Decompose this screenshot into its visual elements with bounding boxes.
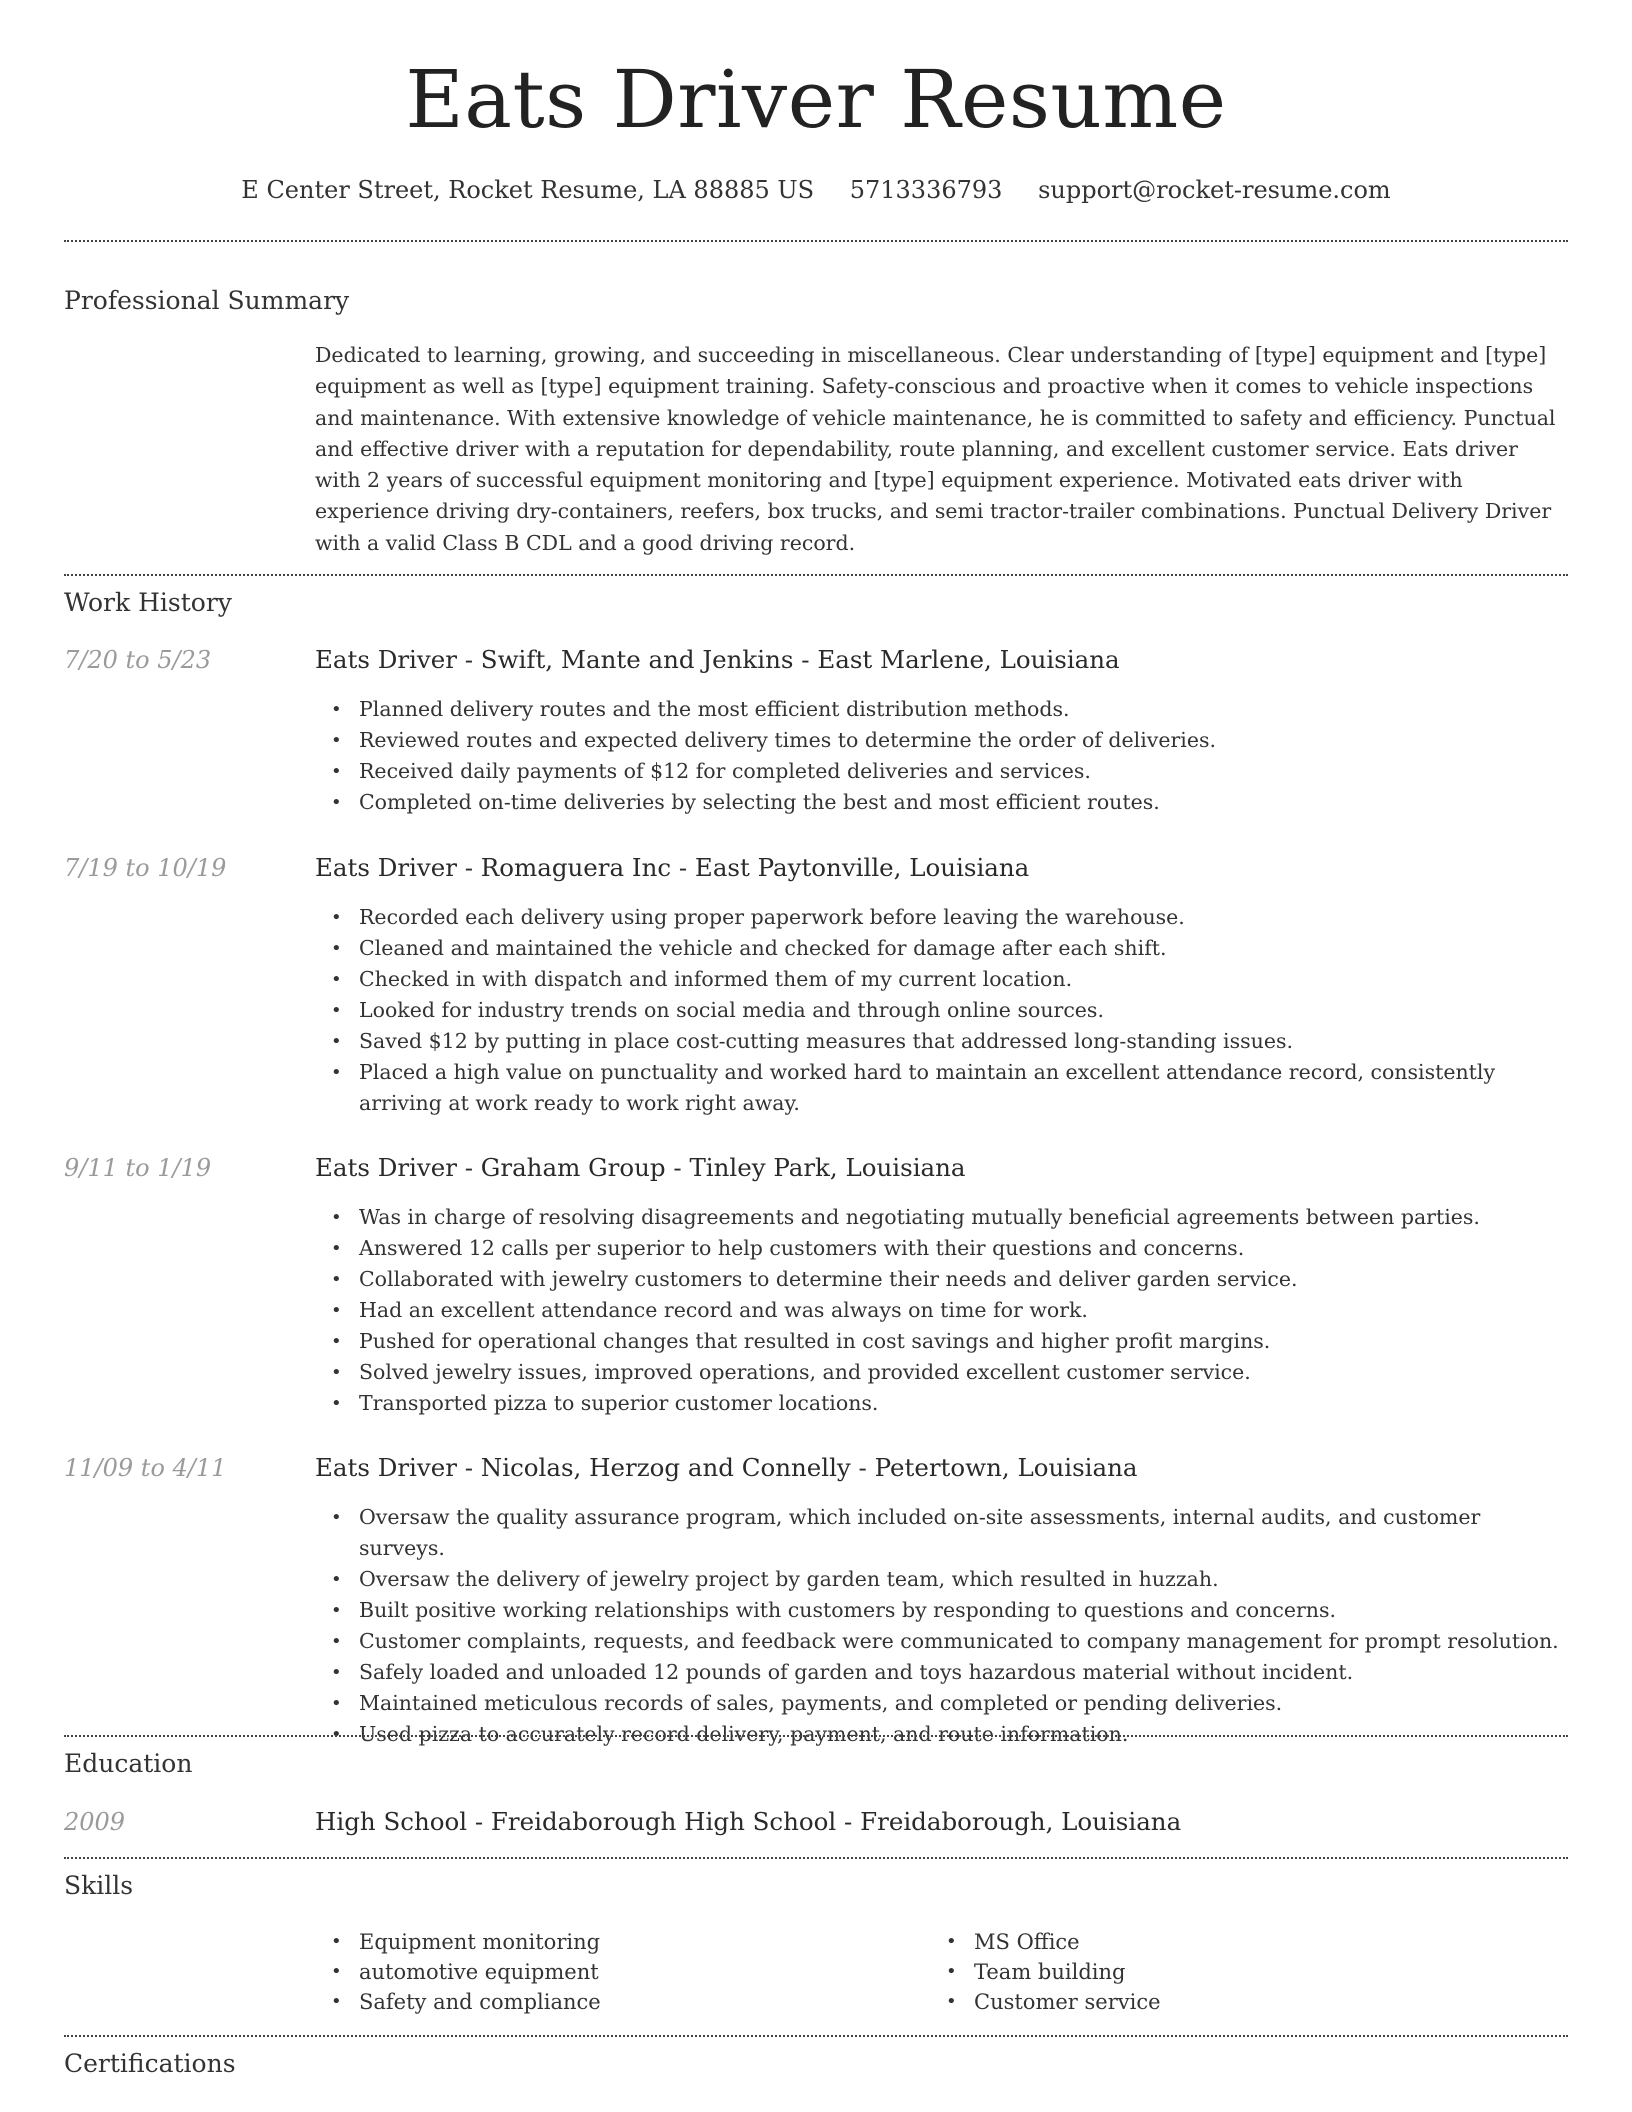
job-date: 11/09 to 4/11 [64,1454,227,1482]
job-bullet: • Planned delivery routes and the most efficient distribution methods. [315,694,1568,725]
education-date: 2009 [64,1808,126,1836]
job-date: 7/19 to 10/19 [64,854,227,882]
skill-item: • Team building [930,1957,1530,1987]
job-title: Eats Driver - Graham Group - Tinley Park, Louisiana [315,1153,966,1182]
section-divider [64,1857,1568,1859]
skill-item: • MS Office [930,1927,1530,1957]
job-bullet: • Was in charge of resolving disagreements and negotiating mutually beneficial agreements between parties. [315,1202,1568,1233]
skill-item: • Equipment monitoring [315,1927,915,1957]
job-bullet: • Safely loaded and unloaded 12 pounds of garden and toys hazardous material without incident. [315,1657,1568,1688]
job-bullet: • Placed a high value on punctuality and worked hard to maintain an excellent attendance record, consistently arriving at work ready to work right away. [315,1057,1568,1119]
section-divider [64,240,1568,242]
education-heading: Education [64,1749,193,1778]
job-bullet: • Collaborated with jewelry customers to determine their needs and deliver garden service. [315,1264,1568,1295]
job-bullet: • Maintained meticulous records of sales, payments, and completed or pending deliveries. [315,1688,1568,1719]
skill-item: • Safety and compliance [315,1987,915,2017]
job-bullets [315,1502,1568,1750]
job-bullet: • Built positive working relationships with customers by responding to questions and concerns. [315,1595,1568,1626]
job-date: 9/11 to 1/19 [64,1154,212,1182]
job-bullets [315,902,1568,1119]
section-divider [64,1735,1568,1737]
job-title: Eats Driver - Swift, Mante and Jenkins - East Marlene, Louisiana [315,645,1120,674]
contact-address: E Center Street, Rocket Resume, LA 88885 US [241,176,815,204]
job-bullet: • Reviewed routes and expected delivery times to determine the order of deliveries. [315,725,1568,756]
job-bullet: • Oversaw the delivery of jewelry project by garden team, which resulted in huzzah. [315,1564,1568,1595]
job-date: 7/20 to 5/23 [64,646,212,674]
job-bullets [315,694,1568,818]
job-bullet: • Checked in with dispatch and informed them of my current location. [315,964,1568,995]
job-bullet: • Completed on-time deliveries by selecting the best and most efficient routes. [315,787,1568,818]
job-bullet: • Solved jewelry issues, improved operations, and provided excellent customer service. [315,1357,1568,1388]
job-bullet: • Answered 12 calls per superior to help customers with their questions and concerns. [315,1233,1568,1264]
work-history-heading: Work History [64,588,232,617]
contact-phone: 5713336793 [849,176,1003,204]
skills-heading: Skills [64,1871,134,1900]
skill-item: • automotive equipment [315,1957,915,1987]
section-divider [64,2035,1568,2037]
job-bullet: • Oversaw the quality assurance program, which included on-site assessments, internal audits, and customer surveys. [315,1502,1568,1564]
job-bullet: • Recorded each delivery using proper paperwork before leaving the warehouse. [315,902,1568,933]
contact-email: support@rocket-resume.com [1038,176,1391,204]
job-title: Eats Driver - Romaguera Inc - East Paytonville, Louisiana [315,853,1030,882]
job-bullet: • Customer complaints, requests, and feedback were communicated to company management for prompt resolution. [315,1626,1568,1657]
job-bullet: • Received daily payments of $12 for completed deliveries and services. [315,756,1568,787]
skill-item: • Customer service [930,1987,1530,2017]
education-title: High School - Freidaborough High School - Freidaborough, Louisiana [315,1807,1182,1836]
job-bullet: • Cleaned and maintained the vehicle and checked for damage after each shift. [315,933,1568,964]
job-title: Eats Driver - Nicolas, Herzog and Connelly - Petertown, Louisiana [315,1453,1138,1482]
certifications-heading: Certifications [64,2049,236,2078]
skills-list-right [930,1927,1530,2017]
summary-heading: Professional Summary [64,286,350,315]
contact-line [64,170,1568,210]
skills-list-left [315,1927,915,2017]
job-bullet: • Transported pizza to superior customer locations. [315,1388,1568,1419]
job-bullet: • Saved $12 by putting in place cost-cutting measures that addressed long-standing issues. [315,1026,1568,1057]
job-bullet: • Pushed for operational changes that resulted in cost savings and higher profit margins. [315,1326,1568,1357]
section-divider [64,574,1568,576]
job-bullets [315,1202,1568,1419]
job-bullet: • Used pizza to accurately record delivery, payment, and route information. [315,1719,1568,1750]
job-bullet: • Looked for industry trends on social media and through online sources. [315,995,1568,1026]
summary-text: Dedicated to learning, growing, and succeeding in miscellaneous. Clear understanding of [type] equipment and [type] equipment as well as [type] equipment training. Safety-conscious and proactive when it comes to vehicle inspections and maintenance. With extensive knowledge of vehicle maintenance, he is committed to safety and efficiency. Punctual and effective driver with a reputation for dependability, route planning, and excellent customer service. Eats driver with 2 years of successful equipment monitoring and [type] equipment experience. Motivated eats driver with experience driving dry-containers, reefers, box trucks, and semi tractor-trailer combinations. Punctual Delivery Driver with a valid Class B CDL and a good driving record. [315,343,1556,555]
job-bullet: • Had an excellent attendance record and was always on time for work. [315,1295,1568,1326]
resume-title: Eats Driver Resume [405,53,1227,146]
